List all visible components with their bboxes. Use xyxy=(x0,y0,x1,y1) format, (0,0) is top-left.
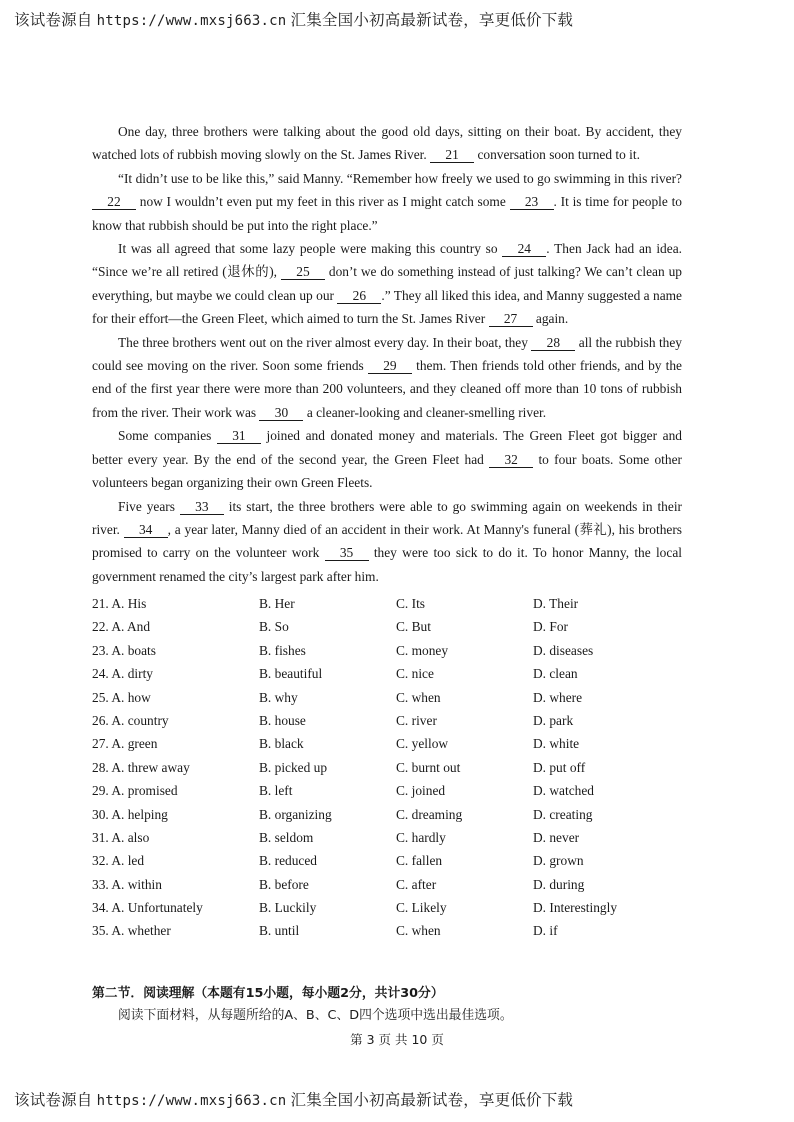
passage-paragraph xyxy=(92,120,682,167)
passage-text: , a year later, Manny died of an accident in their work. At Manny's funeral (葬礼), his brothers promised to carry on the volunteer work xyxy=(92,521,683,561)
option-row xyxy=(92,592,692,615)
option-a: 33. A. within xyxy=(92,876,162,892)
option-a: 26. A. country xyxy=(92,712,169,728)
passage-text: “It didn’t use to be like this,” said Manny. “Remember how freely we used to go swimming in this river? xyxy=(118,170,682,186)
option-b: B. Luckily xyxy=(259,900,317,916)
option-a: 29. A. promised xyxy=(92,783,178,799)
option-c: C. nice xyxy=(396,666,434,682)
source-banner-top xyxy=(14,8,573,30)
option-a: 24. A. dirty xyxy=(92,666,154,682)
option-b: B. organizing xyxy=(259,806,332,822)
option-b: B. fishes xyxy=(259,642,306,658)
option-b: B. So xyxy=(259,619,289,635)
source-banner-bottom xyxy=(14,1088,573,1110)
passage-text: joined and donated money and materials. The Green Fleet got bigger and better every year. By the end of the second year, the Green Fleet had xyxy=(92,428,682,467)
passage-text: Some companies xyxy=(118,428,217,444)
option-c: C. dreaming xyxy=(396,806,463,822)
option-d: D. creating xyxy=(533,806,593,822)
blank-24: 24 xyxy=(502,241,546,257)
option-d: D. during xyxy=(533,876,585,892)
option-d: D. grown xyxy=(533,853,584,869)
option-c: C. when xyxy=(396,923,441,939)
blank-26: 26 xyxy=(337,288,381,304)
passage-text: conversation soon turned to it. xyxy=(474,147,640,163)
option-b: B. black xyxy=(259,736,304,752)
banner-prefix: 该试卷源自 xyxy=(14,1092,93,1109)
option-c: C. joined xyxy=(396,783,446,799)
option-a: 31. A. also xyxy=(92,829,150,845)
option-c: C. But xyxy=(396,619,431,635)
option-a: 34. A. Unfortunately xyxy=(92,900,203,916)
option-a: 32. A. led xyxy=(92,853,145,869)
option-d: D. For xyxy=(533,619,568,635)
blank-31: 31 xyxy=(217,428,261,444)
passage-paragraph xyxy=(92,495,682,589)
banner-suffix: 汇集全国小初高最新试卷，享更低价下载 xyxy=(290,12,574,29)
option-b: B. left xyxy=(259,783,293,799)
blank-30: 30 xyxy=(259,405,303,421)
option-d: D. never xyxy=(533,829,580,845)
banner-prefix: 该试卷源自 xyxy=(14,12,93,29)
option-row xyxy=(92,849,692,872)
option-b: B. seldom xyxy=(259,829,314,845)
passage-text: again. xyxy=(532,311,569,327)
option-row xyxy=(92,732,692,755)
passage-text: its start, the three brothers were able to go swimming again on weekends in their river. xyxy=(92,498,683,537)
page-number: 第 3 页 共 10 页 xyxy=(350,1032,444,1047)
option-c: C. after xyxy=(396,876,437,892)
option-a: 35. A. whether xyxy=(92,923,171,939)
option-d: D. if xyxy=(533,923,558,939)
option-a: 21. A. His xyxy=(92,596,147,611)
option-row xyxy=(92,803,692,826)
blank-29: 29 xyxy=(368,358,412,374)
passage-text: One day, three brothers were talking about the good old days, sitting on their boat. By accident, they watched lots of rubbish moving slowly on the St. James River. xyxy=(92,124,682,163)
passage-text: they were too sick to do it. To honor Manny, the local government renamed the city’s largest park after him. xyxy=(92,545,682,584)
option-row xyxy=(92,779,692,802)
option-d: D. park xyxy=(533,712,574,728)
passage-text: Five years xyxy=(118,498,180,514)
option-row xyxy=(92,709,692,732)
option-b: B. until xyxy=(259,923,300,939)
option-c: C. money xyxy=(396,642,449,658)
passage-paragraph xyxy=(92,167,682,237)
option-a: 28. A. threw away xyxy=(92,759,190,775)
blank-22: 22 xyxy=(92,194,136,210)
blank-21: 21 xyxy=(430,147,474,163)
option-c: C. fallen xyxy=(396,853,443,869)
option-b: B. why xyxy=(259,689,298,705)
option-b: B. Her xyxy=(259,596,295,611)
section-two-heading: 第二节．阅读理解（本题有15小题，每小题2分，共计30分） xyxy=(92,986,444,1001)
passage-text: all the rubbish they could see moving on the river. Soon some friends xyxy=(92,334,682,374)
blank-33: 33 xyxy=(180,499,224,515)
option-b: B. beautiful xyxy=(259,666,323,682)
option-b: B. house xyxy=(259,712,306,728)
option-row xyxy=(92,686,692,709)
section-two xyxy=(92,983,712,1027)
option-d: D. Interestingly xyxy=(533,900,618,916)
option-row xyxy=(92,756,692,779)
option-row xyxy=(92,896,692,919)
option-row xyxy=(92,615,692,638)
banner-url-link[interactable]: https://www.mxsj663.cn xyxy=(96,13,287,29)
option-c: C. yellow xyxy=(396,736,449,752)
passage-text: .” They all liked this idea, and Manny suggested a name for their effort—the Green Fleet, which aimed to turn the St. James River xyxy=(92,287,682,327)
option-row xyxy=(92,826,692,849)
blank-32: 32 xyxy=(489,452,533,468)
passage-text: to four boats. Some other volunteers began organizing their own Green Fleets. xyxy=(92,451,682,491)
option-d: D. white xyxy=(533,736,580,752)
option-b: B. reduced xyxy=(259,853,318,869)
passage-paragraph xyxy=(92,331,682,425)
passage-text: The three brothers went out on the river almost every day. In their boat, they xyxy=(118,334,532,350)
option-b: B. picked up xyxy=(259,759,328,775)
passage-text: now I wouldn’t even put my feet in this river as I might catch some xyxy=(136,194,510,210)
blank-23: 23 xyxy=(510,194,554,210)
option-c: C. river xyxy=(396,712,437,728)
blank-27: 27 xyxy=(489,311,533,327)
passage-text: don’t we do something instead of just talking? We can’t clean up everything, but maybe we could clean up our xyxy=(92,264,683,303)
option-a: 23. A. boats xyxy=(92,642,156,658)
option-d: D. diseases xyxy=(533,642,594,658)
option-c: C. Likely xyxy=(396,900,447,916)
option-a: 25. A. how xyxy=(92,689,151,705)
blank-25: 25 xyxy=(281,264,325,280)
option-a: 27. A. green xyxy=(92,736,158,752)
cloze-passage xyxy=(92,120,682,588)
option-a: 22. A. And xyxy=(92,619,151,635)
option-d: D. put off xyxy=(533,759,586,775)
option-c: C. when xyxy=(396,689,441,705)
option-c: C. hardly xyxy=(396,829,446,845)
option-c: C. burnt out xyxy=(396,759,461,775)
passage-text: . It is time for people to know that rubbish should be put into the right place.” xyxy=(92,194,683,233)
option-row xyxy=(92,873,692,896)
blank-34: 34 xyxy=(124,522,168,538)
passage-text: them. Then friends told other friends, and by the end of the first year there were more than 200 volunteers, and they cleaned off more than 10 tons of rubbish from the river. Their work was xyxy=(92,358,682,420)
option-c: C. Its xyxy=(396,596,426,611)
passage-text: It was all agreed that some lazy people were making this country so xyxy=(118,241,503,257)
passage-paragraph xyxy=(92,424,682,494)
passage-text: a cleaner-looking and cleaner-smelling river. xyxy=(303,404,547,420)
option-a: 30. A. helping xyxy=(92,806,168,822)
banner-url-link[interactable]: https://www.mxsj663.cn xyxy=(96,1093,287,1109)
blank-28: 28 xyxy=(531,335,575,351)
option-row xyxy=(92,639,692,662)
answer-options-table xyxy=(92,592,692,943)
passage-paragraph xyxy=(92,237,682,331)
option-b: B. before xyxy=(259,876,309,892)
banner-suffix: 汇集全国小初高最新试卷，享更低价下载 xyxy=(290,1092,574,1109)
option-d: D. watched xyxy=(533,783,594,799)
option-d: D. where xyxy=(533,689,583,705)
passage-text: . Then Jack had an idea. “Since we’re all retired (退休的), xyxy=(92,241,682,280)
option-row xyxy=(92,919,692,942)
option-d: D. Their xyxy=(533,596,579,611)
blank-35: 35 xyxy=(325,545,369,561)
section-two-instruction: 阅读下面材料，从每题所给的A、B、C、D四个选项中选出最佳选项。 xyxy=(118,1008,513,1023)
option-d: D. clean xyxy=(533,666,578,682)
option-row xyxy=(92,662,692,685)
